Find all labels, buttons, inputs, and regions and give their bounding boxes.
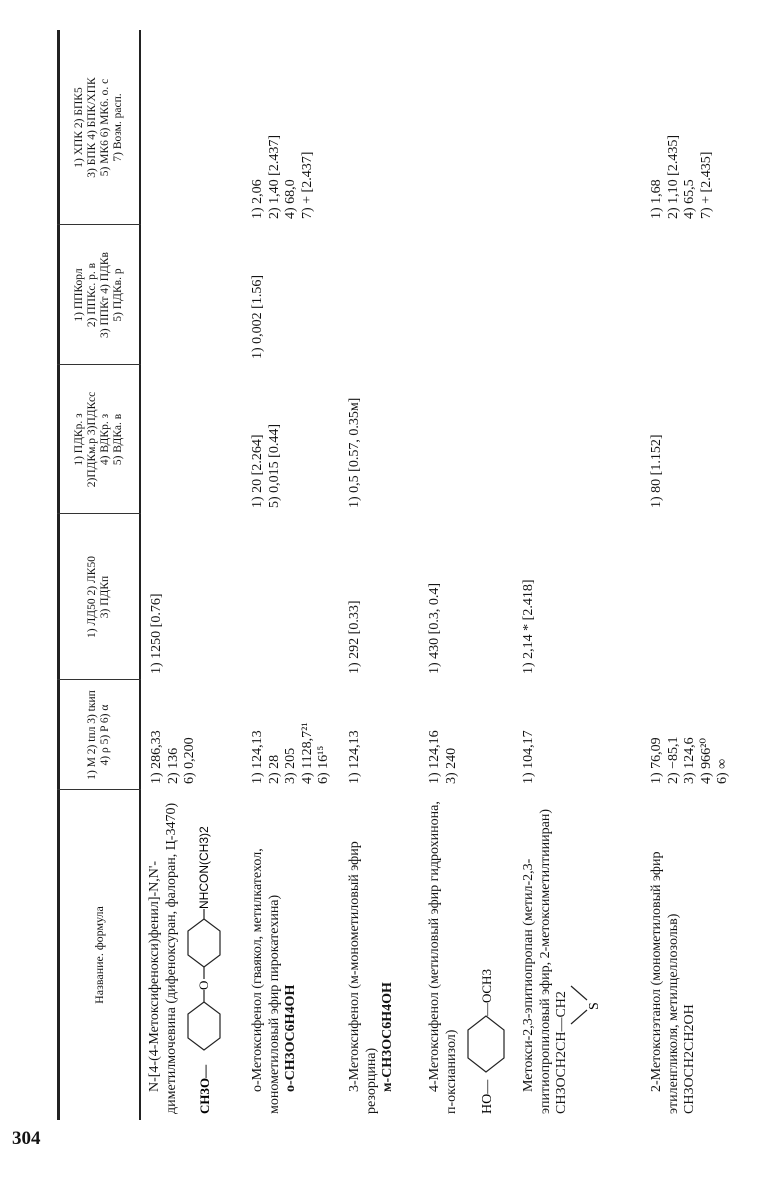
svg-text:O: O	[196, 980, 211, 990]
header-toxicity: 1) ЛД50 2) ЛК50 3) ПДКп	[86, 556, 111, 638]
methoxyphenol-structure	[462, 894, 510, 1114]
table-row-name: N-[4-(4-Метоксифенокси)фенил]-N,N'-диметилмочевина (дифеноксуран, фалоран, Ц-3470) CH3O— O NHCON(CH3)2	[147, 794, 228, 1114]
header-pdk-water: 1) ПДКр. з 2)ПДКм.р 3)ПДКсс 4) ВДКр. з 5) ВДКа. в	[73, 391, 124, 488]
diphenyl-ether-urea-structure	[182, 814, 226, 1114]
svg-text:—OCH3: —OCH3	[479, 969, 494, 1016]
svg-text:NHCON(CH3)2: NHCON(CH3)2	[197, 826, 211, 909]
formula: CH3OCH2CH—CH2	[554, 991, 569, 1114]
svg-text:HO—: HO—	[480, 1079, 495, 1114]
table-row-name: 4-Метоксифенол (метиловый эфир гидрохинона, п-оксианизол) HO— —OCH3	[427, 794, 512, 1114]
table-row-properties: 1) 76,09 2) −85,1 3) 124,6 4) 966²⁰ 6) ∞	[649, 736, 730, 784]
table-row-toxicity: 1) 430 [0.3, 0.4]	[427, 583, 442, 674]
header-ppk: 1) ППКорл 2) ППКс. р. в 3) ППКт 4) ПДКв 5) ПДКв. р	[73, 252, 124, 338]
thiirane-ring-structure	[571, 964, 602, 1114]
table-row-properties: 1) 124,13	[347, 730, 362, 784]
rotated-table	[55, 30, 745, 1120]
page-number: 304	[12, 1128, 41, 1149]
formula: CH3OCH2CH2OH	[682, 1004, 697, 1114]
header-limits: 1) ХПК 2) БПК5 3) БПК 4) БПК/ХПК 5) МК6 6) МК6. о. с 7) Возм. расп.	[73, 77, 124, 178]
table-row-limits: 1) 2,06 2) 1,40 [2.437] 4) 68,0 7) + [2.437]	[250, 135, 315, 219]
table-row-properties: 1) 286,33 2) 136 6) 0,200	[149, 730, 197, 784]
header-properties: 1) M 2) tпл 3) tкип 4) ρ 5) P 6) α	[86, 690, 111, 780]
table-row-name: 2-Метоксиэтанол (монометиловый эфир этиленгликоля, метилцеллозольв) CH3OCH2CH2OH	[649, 794, 699, 1114]
table-row-name: Метокси-2,3-эпитиопропан (метил-2,3-эпитиопропиловый эфир, 2-метоксиметилтиииран) CH3OCH2CH—CH2 S	[521, 794, 604, 1114]
table-row-pdk-water: 1) 0,5 [0.57, 0.35м]	[347, 397, 362, 508]
svg-text:S: S	[586, 1002, 602, 1010]
table-top-rule	[57, 30, 60, 1120]
table-row-properties: 1) 104,17	[521, 730, 536, 784]
table-row-toxicity: 1) 2,14 * [2.418]	[521, 579, 536, 674]
table-row-pdk-water: 1) 20 [2.264] 5) 0,015 [0.44]	[250, 424, 282, 508]
table-row-name: о-Метоксифенол (гваякол, метилкатехол, монометиловый эфир пирокатехина) о-CH3OC6H4OH	[250, 848, 298, 1114]
table-row-toxicity: 1) 1250 [0.76]	[149, 593, 164, 674]
table-row-properties: 1) 124,16 3) 240	[427, 730, 459, 784]
table-row-ppk: 1) 0,002 [1.56]	[250, 275, 265, 359]
table-header-rule	[139, 30, 141, 1120]
svg-text:CH3O—: CH3O—	[197, 1064, 212, 1114]
table-row-toxicity: 1) 292 [0.33]	[347, 600, 362, 674]
table-row-limits: 1) 1,68 2) 1,10 [2.435] 4) 65,5 7) + [2.435]	[649, 135, 714, 219]
table-row-pdk-water: 1) 80 [1.152]	[649, 434, 664, 508]
table-row-properties: 1) 124,13 2) 28 3) 205 4) 1128,7²¹ 6) 16¹⁵	[250, 722, 331, 784]
header-name: Название. формула	[91, 906, 106, 1004]
table-row-name: 3-Метоксифенол (м-монометиловый эфир резорцина) м-CH3OC6H4OH	[347, 841, 395, 1114]
